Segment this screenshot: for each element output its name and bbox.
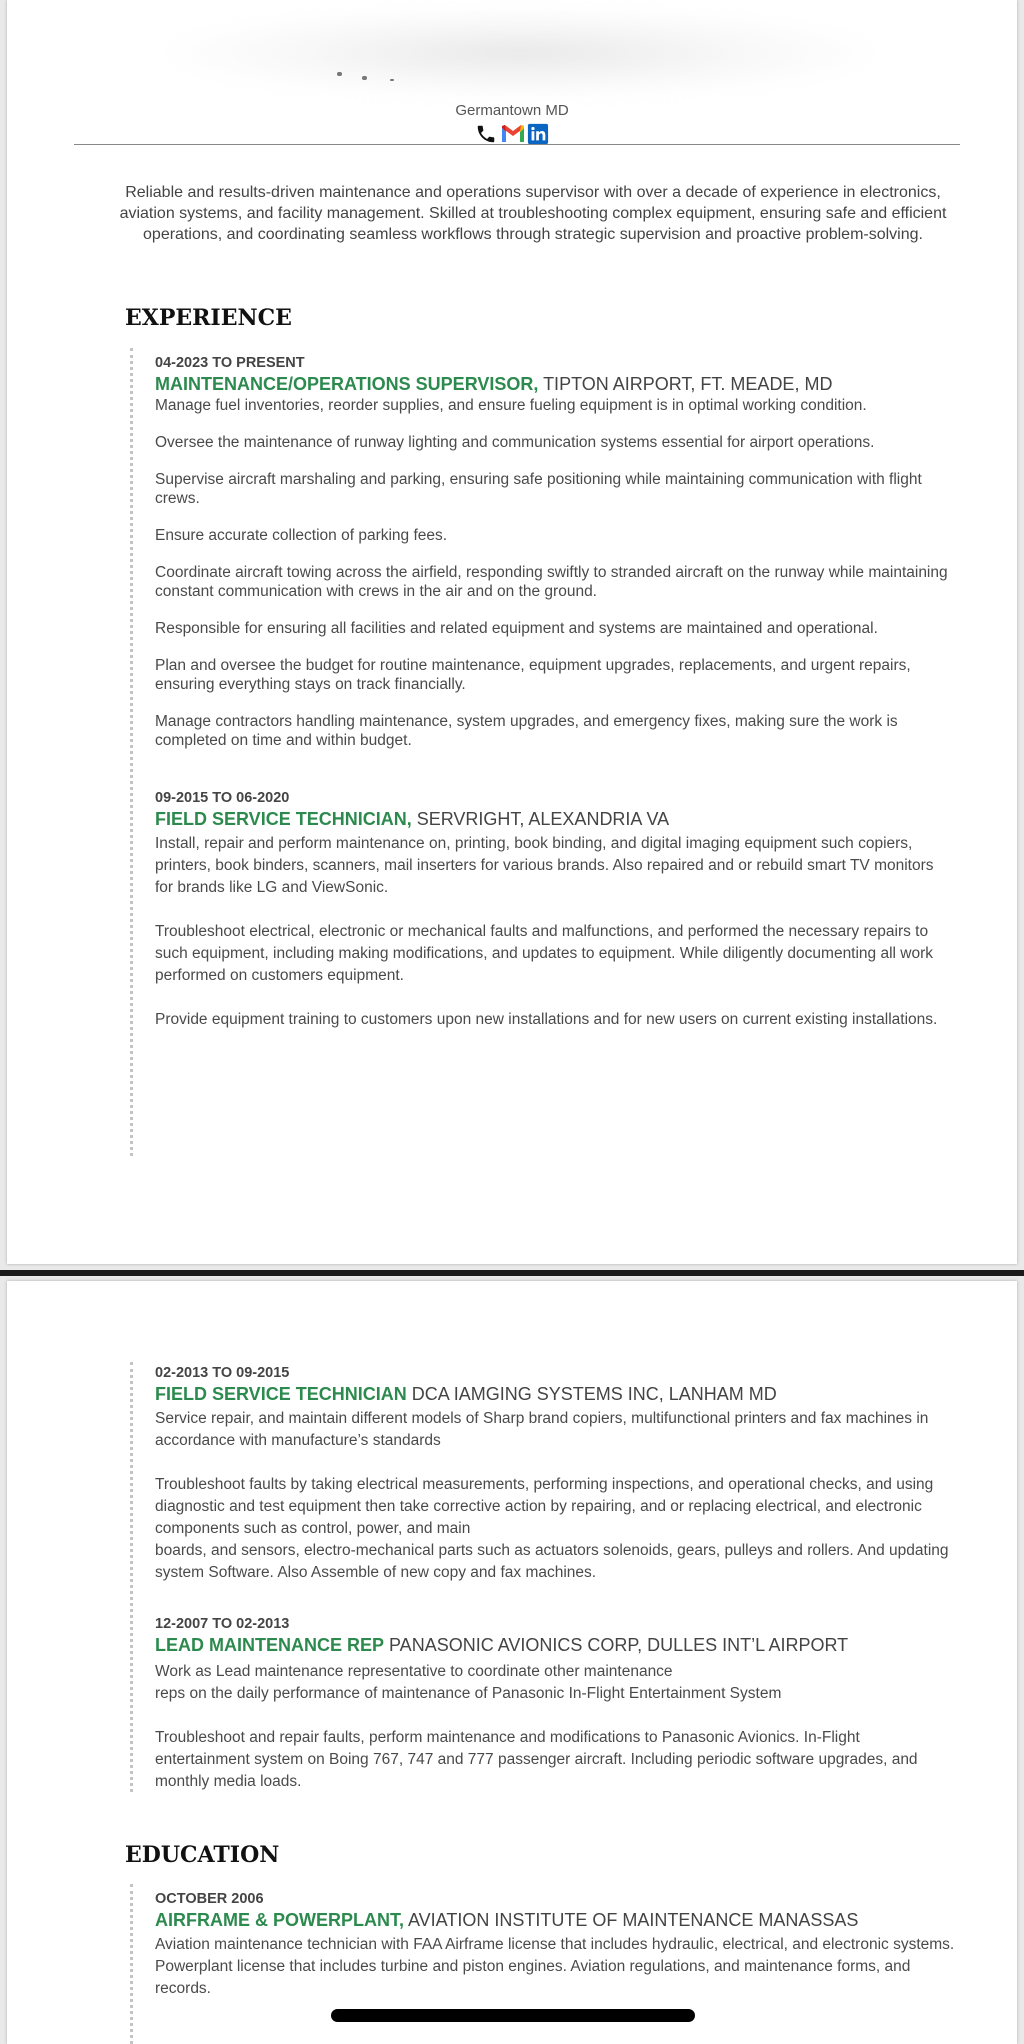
experience-heading: EXPERIENCE [125,305,292,331]
education-timeline [130,1884,133,2044]
blurred-name-header [170,8,870,98]
blur-artifact [362,76,367,80]
blur-artifact [390,79,394,81]
job-duty: Coordinate aircraft towing across the airfield, responding swiftly to stranded aircraft on the runway while maintaining constant communication with crews in the air and on the ground. [155,564,948,600]
job-title [155,1382,955,1406]
education-title [155,1908,955,1932]
job-dates: 04-2023 TO PRESENT [155,355,305,371]
phone-icon[interactable] [475,123,497,145]
job-entry-servright [155,789,955,1053]
education-program: AIRFRAME & POWERPLANT, [155,1910,404,1930]
job-duty: Plan and oversee the budget for routine maintenance, equipment upgrades, replacements, and urgent repairs, ensuring everything stays on track financially. [155,657,911,693]
job-duty: Troubleshoot and repair faults, perform maintenance and modifications to Panasonic Avionics. In-Flight entertainment system on Boing 767, 747 and 777 passenger aircraft. Including periodic software upgrades, and monthly media loads. [155,1729,918,1790]
job-duty: Ensure accurate collection of parking fees. [155,527,448,544]
job-role: FIELD SERVICE TECHNICIAN [155,1384,407,1404]
job-duty: Troubleshoot electrical, electronic or mechanical faults and malfunctions, and performed the necessary repairs to such equipment, including making modifications, and updates to equipment. While diligently documenting all work performed on customers equipment. [155,923,934,984]
job-entry-panasonic [155,1615,955,1815]
job-company: PANASONIC AVIONICS CORP, DULLES INT’L AIRPORT [384,1635,849,1655]
page-divider [0,1270,1024,1276]
education-heading: EDUCATION [125,1842,280,1868]
gmail-icon[interactable] [501,123,523,145]
header-divider [74,144,960,145]
job-duty: Oversee the maintenance of runway lighting and communication systems essential for airport operations. [155,434,875,451]
education-school: AVIATION INSTITUTE OF MAINTENANCE MANASSAS [404,1910,859,1930]
contact-icons [0,122,1024,146]
job-duty: Service repair, and maintain different models of Sharp brand copiers, multifunctional printers and fax machines in accordance with manufacture’s standards [155,1410,929,1449]
job-title [155,372,955,396]
experience-timeline [130,348,133,1156]
job-duty: Troubleshoot faults by taking electrical measurements, performing inspections, and operational checks, and using diagnostic and test equipment then take corrective action by repairing, and or replacing electrical, and electronic components such as control, power, and main boards, and sensors, electro-mechanical parts such as actuators solenoids, gears, pulleys and rollers. And updating system Software. Also Assemble of new copy and fax machines. [155,1476,949,1581]
education-date: OCTOBER 2006 [155,1891,264,1907]
job-title [155,1633,955,1657]
job-company: TIPTON AIRPORT, FT. MEADE, MD [538,374,833,394]
job-duty: Responsible for ensuring all facilities and related equipment and systems are maintained and operational. [155,620,878,637]
education-description: Aviation maintenance technician with FAA Airframe license that includes hydraulic, electrical, and electronic systems. Powerplant license that includes turbine and piston engines. Aviation regulations, and maintenance forms, and records. [155,1936,955,1997]
job-dates: 02-2013 TO 09-2015 [155,1365,290,1381]
job-company: SERVRIGHT, ALEXANDRIA VA [411,809,670,829]
job-title [155,807,955,831]
linkedin-icon[interactable] [527,123,549,145]
job-dates: 09-2015 TO 06-2020 [155,790,290,806]
job-duty: Supervise aircraft marshaling and parking, ensuring safe positioning while maintaining communication with flight crews. [155,471,922,507]
location-text: Germantown MD [455,102,569,119]
job-role: MAINTENANCE/OPERATIONS SUPERVISOR, [155,374,539,394]
blur-artifact [337,72,342,76]
job-duty: Install, repair and perform maintenance on, printing, book binding, and digital imaging equipment such copiers, printers, book binders, scanners, mail inserters for various brands. Also repaired and or rebuild smart TV monitors for brands like LG and ViewSonic. [155,835,934,896]
experience-timeline-continued [130,1362,133,1792]
education-entry [155,1890,955,2022]
job-company: DCA IAMGING SYSTEMS INC, LANHAM MD [406,1384,777,1404]
job-entry-tipton [155,354,955,768]
job-duty: Provide equipment training to customers upon new installations and for new users on current existing installations. [155,1011,938,1028]
job-entry-dca [155,1364,955,1606]
job-role: LEAD MAINTENANCE REP [155,1635,385,1655]
job-duty: Work as Lead maintenance representative to coordinate other maintenance reps on the daily performance of maintenance of Panasonic In-Flight Entertainment System [155,1663,782,1702]
home-indicator[interactable] [331,2009,695,2022]
professional-summary: Reliable and results-driven maintenance and operations supervisor with over a decade of experience in electronics, aviation systems, and facility management. Skilled at troubleshooting complex equipment, ensuring safe and efficient operations, and coordinating seamless workflows through strategic supervision and proactive problem-solving. [119,184,947,243]
job-duty: Manage contractors handling maintenance, system upgrades, and emergency fixes, making sure the work is completed on time and within budget. [155,713,898,749]
job-role: FIELD SERVICE TECHNICIAN, [155,809,412,829]
job-dates: 12-2007 TO 02-2013 [155,1616,290,1632]
job-duty: Manage fuel inventories, reorder supplies, and ensure fueling equipment is in optimal working condition. [155,397,867,414]
